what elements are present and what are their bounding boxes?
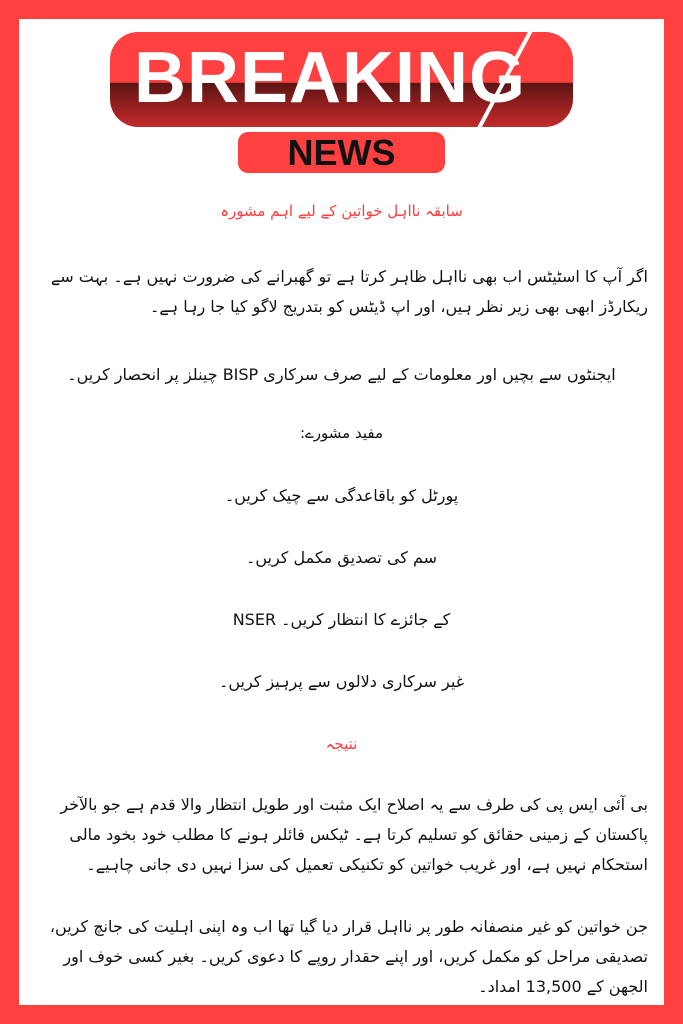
paragraph-claim-aid: جن خواتین کو غیر منصفانہ طور پر نااہل قرار دیا گیا تھا اب وہ اپنی اہلیت کی جانچ کریں، تصدیقی مراحل کو مکمل کریں، اور اپنے حقدار روپے کا دعوی کریں۔ بغیر کسی خوف اور الجھن کے 13,500 امداد۔ <box>49 917 648 996</box>
result-heading: نتیجہ <box>325 735 358 753</box>
tip-item: غیر سرکاری دلالوں سے پرہیز کریں۔ <box>218 672 465 691</box>
breaking-news-logo <box>0 0 683 190</box>
tip-item: سم کی تصدیق مکمل کریں۔ <box>245 548 438 567</box>
article-title: سابقہ نااہل خواتین کے لیے اہم مشورہ <box>220 202 463 220</box>
tip-item: پورٹل کو باقاعدگی سے چیک کریں۔ <box>224 486 459 505</box>
paragraph-avoid-agents: ایجنٹوں سے بچیں اور معلومات کے لیے صرف سرکاری BISP چینلز پر انحصار کریں۔ <box>67 365 616 384</box>
news-pill: NEWS <box>238 132 445 173</box>
paragraph-status-advice: اگر آپ کا اسٹیٹس اب بھی نااہل ظاہر کرتا ہے تو گھبرانے کی ضرورت نہیں ہے۔ بہت سے ریکارڈز ابھی بھی زیر نظر ہیں، اور اپ ڈیٹس کو بتدریج لاگو کیا جا رہا ہے۔ <box>50 267 648 316</box>
tip-item: NSER کے جائزے کا انتظار کریں۔ <box>232 610 451 629</box>
paragraph-conclusion: بی آئی ایس پی کی طرف سے یہ اصلاح ایک مثبت اور طویل انتظار والا قدم ہے جو بالآخر پاکستان کے زمینی حقائق کو تسلیم کرتا ہے۔ ٹیکس فائلر ہونے کا مطلب خود بخود مالی استحکام نہیں ہے، اور غریب خواتین کو تکنیکی تعمیل کی سزا نہیں دی جانی چاہیے۔ <box>60 795 648 874</box>
tips-heading: مفید مشورے: <box>299 424 384 442</box>
breaking-text: BREAKING <box>133 38 526 118</box>
